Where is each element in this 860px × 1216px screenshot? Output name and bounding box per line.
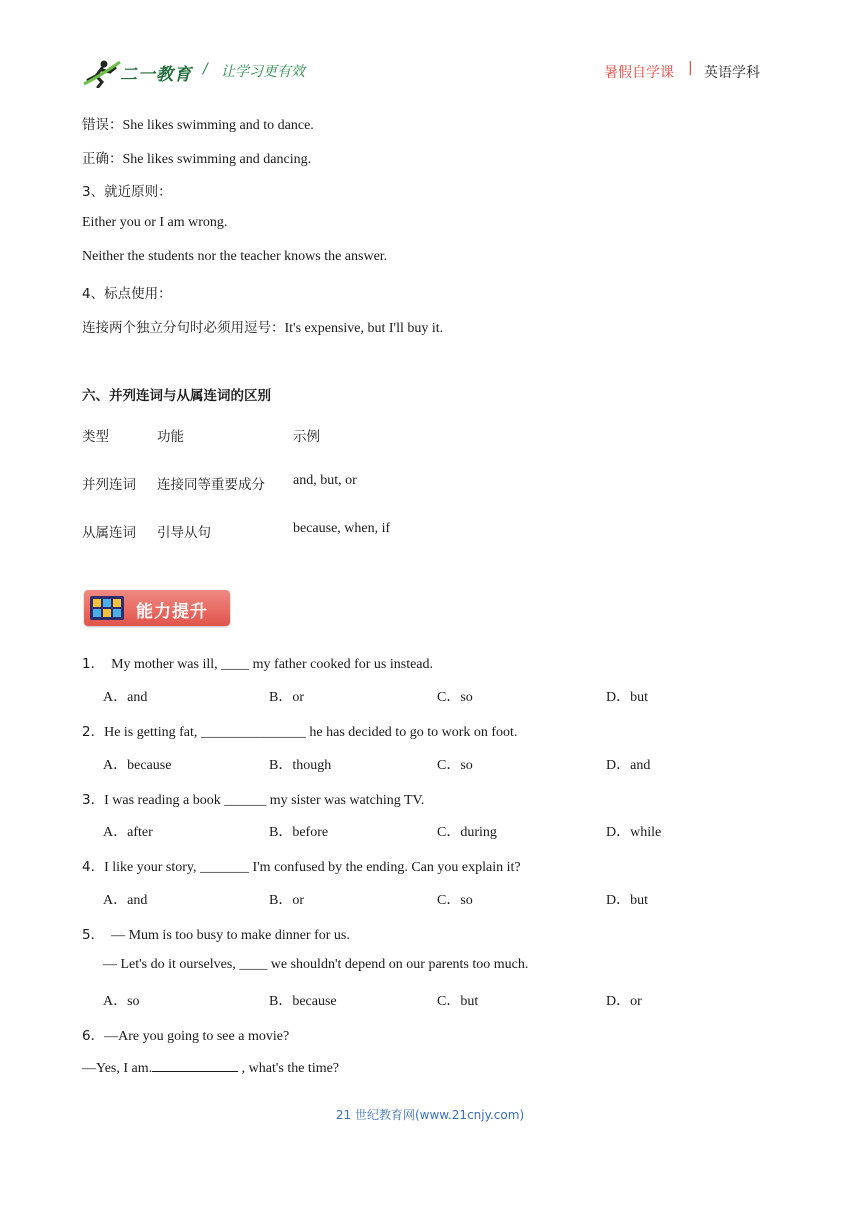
option[interactable]: B．though xyxy=(269,758,332,773)
option[interactable]: A．after xyxy=(103,825,153,840)
rule-3: 3、就近原则： xyxy=(82,184,172,200)
runner-icon xyxy=(82,58,122,88)
section-6-title: 六、并列连词与从属连词的区别 xyxy=(82,388,271,404)
table-cell: 并列连词 xyxy=(82,477,136,493)
option[interactable]: C．during xyxy=(437,825,497,840)
punctuation-label: 连接两个独立分句时必须用逗号： xyxy=(82,320,285,336)
option[interactable]: A．and xyxy=(103,690,148,705)
table-cell: 连接同等重要成分 xyxy=(157,477,265,493)
option[interactable]: B．before xyxy=(269,825,329,840)
ability-badge xyxy=(84,590,230,626)
table-cell: 引导从句 xyxy=(157,525,211,541)
header-separator: | xyxy=(688,60,693,76)
subject-label: 英语学科 xyxy=(704,65,760,81)
table-header-type: 类型 xyxy=(82,429,109,445)
table-header-example: 示例 xyxy=(293,429,320,445)
option[interactable]: D．or xyxy=(606,994,642,1009)
answer-blank[interactable] xyxy=(152,1058,238,1072)
option[interactable]: C．so xyxy=(437,893,473,908)
option[interactable]: C．but xyxy=(437,994,479,1009)
wrong-label: 错误： xyxy=(82,117,123,133)
footer: 21 世纪教育网(www.21cnjy.com) xyxy=(335,1108,525,1122)
option[interactable]: A．and xyxy=(103,893,148,908)
answer-prefix: —Yes, I am. xyxy=(82,1061,153,1076)
option[interactable]: A．so xyxy=(103,994,140,1009)
right-example xyxy=(82,147,311,168)
question-stem: My mother was ill, ____ my father cooked for us instead. xyxy=(111,657,434,672)
wrong-text: She likes swimming and to dance. xyxy=(122,118,314,133)
right-text: She likes swimming and dancing. xyxy=(122,152,312,167)
question-stem: —Are you going to see a movie? xyxy=(104,1029,290,1044)
question-number: 2． xyxy=(82,724,105,740)
option[interactable]: B．or xyxy=(269,690,304,705)
question-stem: He is getting fat, _______________ he has decided to go to work on foot. xyxy=(104,725,518,740)
question-1 xyxy=(82,652,433,673)
option[interactable]: C．so xyxy=(437,690,473,705)
question-3 xyxy=(82,788,424,809)
course-label: 暑假自学课 xyxy=(604,65,674,81)
question-number: 6． xyxy=(82,1028,105,1044)
question-stem-line-2 xyxy=(82,1058,339,1077)
table-cell: because, when, if xyxy=(293,521,391,536)
table-header-function: 功能 xyxy=(157,429,184,445)
rule-4: 4、标点使用： xyxy=(82,286,172,302)
table-cell: and, but, or xyxy=(293,473,357,488)
blocks-icon xyxy=(90,596,124,620)
question-stem-line-2: — Let's do it ourselves, ____ we shouldn't depend on our parents too much. xyxy=(103,957,529,972)
question-number: 5． xyxy=(82,927,105,943)
question-stem: I was reading a book ______ my sister was watching TV. xyxy=(104,793,425,808)
option[interactable]: D．but xyxy=(606,893,648,908)
option[interactable]: B．because xyxy=(269,994,337,1009)
option[interactable]: D．but xyxy=(606,690,648,705)
question-number: 1． xyxy=(82,656,105,672)
badge-label: 能力提升 xyxy=(136,602,208,622)
question-stem: I like your story, _______ I'm confused by the ending. Can you explain it? xyxy=(104,860,521,875)
answer-suffix: , what's the time? xyxy=(238,1061,340,1076)
slogan: 让学习更有效 xyxy=(221,64,305,80)
punctuation-example xyxy=(82,316,443,337)
example-neither: Neither the students nor the teacher knows the answer. xyxy=(82,249,388,264)
question-4 xyxy=(82,855,521,876)
example-either: Either you or I am wrong. xyxy=(82,215,228,230)
option[interactable]: D．and xyxy=(606,758,651,773)
option[interactable]: A．because xyxy=(103,758,172,773)
question-number: 4． xyxy=(82,859,105,875)
question-6 xyxy=(82,1024,289,1045)
table-cell: 从属连词 xyxy=(82,525,136,541)
option[interactable]: B．or xyxy=(269,893,304,908)
right-label: 正确： xyxy=(82,151,123,167)
option[interactable]: C．so xyxy=(437,758,473,773)
logo-text: 二一教育 xyxy=(120,65,192,85)
question-5 xyxy=(82,923,350,944)
wrong-example xyxy=(82,113,314,134)
slogan-separator: / xyxy=(203,61,208,77)
option[interactable]: D．while xyxy=(606,825,662,840)
question-stem: — Mum is too busy to make dinner for us. xyxy=(111,928,350,943)
question-2 xyxy=(82,720,517,741)
punctuation-text: It's expensive, but I'll buy it. xyxy=(284,321,444,336)
question-number: 3． xyxy=(82,792,105,808)
